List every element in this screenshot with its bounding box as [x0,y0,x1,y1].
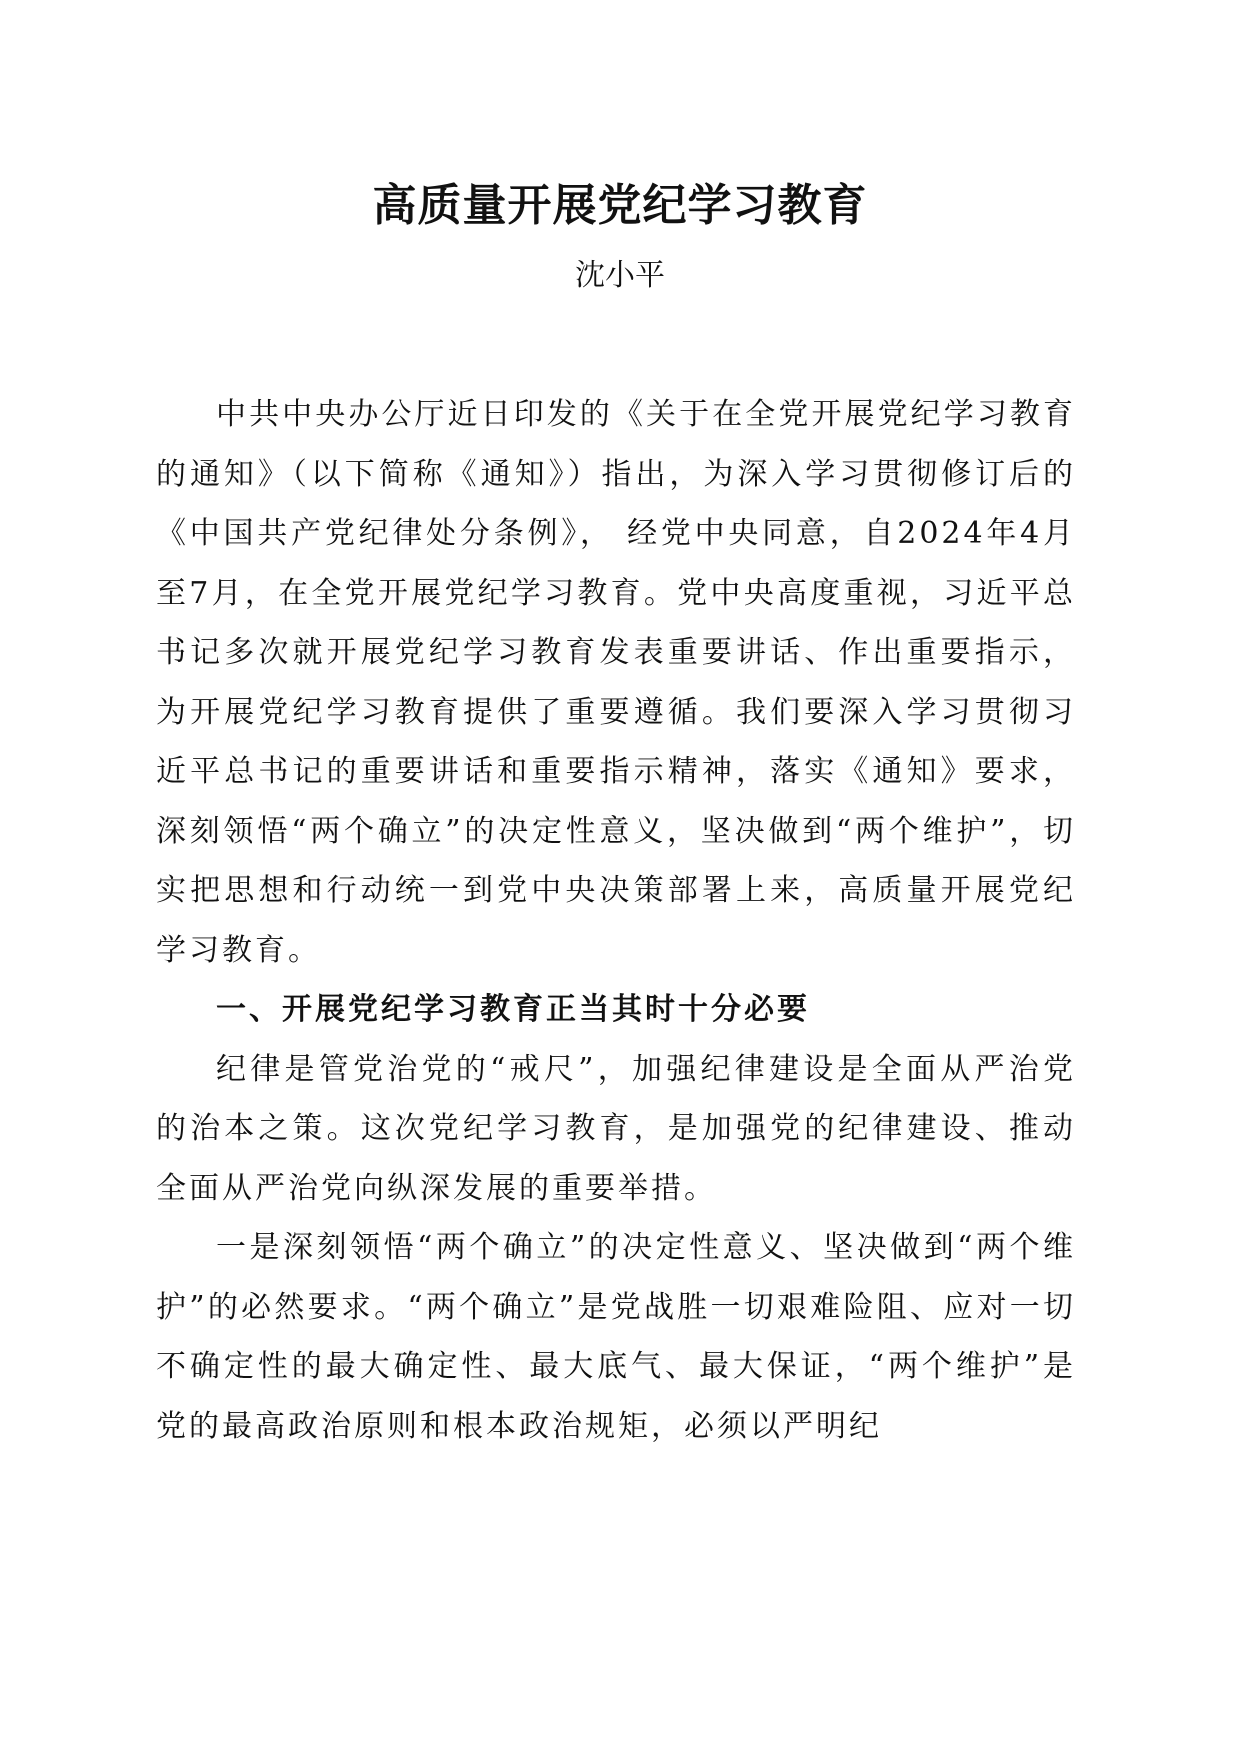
document-title: 高质量开展党纪学习教育 [372,180,868,231]
document-body [156,385,1076,1456]
intro-paragraph: 中共中央办公厅近日印发的《关于在全党开展党纪学习教育的通知》（以下简称《通知》）指出，为深入学习贯彻修订后的《中国共产党纪律处分条例》， 经党中央同意，自2024年4月至7月，在全党开展党纪学习教育。党中央高度重视，习近平总书记多次就开展党纪学习教育发表重要讲话、作出重要指示，为开展党纪学习教育提供了重要遵循。我们要深入学习贯彻习近平总书记的重要讲话和重要指示精神，落实《通知》要求，深刻领悟“两个确立”的决定性意义，坚决做到“两个维护”，切实把思想和行动统一到党中央决策部署上来，高质量开展党纪学习教育。 [156,397,1076,968]
section-paragraph: 一是深刻领悟“两个确立”的决定性意义、坚决做到“两个维护”的必然要求。“两个确立”是党战胜一切艰难险阻、应对一切不确定性的最大确定性、最大底气、最大保证，“两个维护”是党的最高政治原则和根本政治规矩，必须以严明纪 [156,1230,1076,1444]
author-name: 沈小平 [575,258,665,293]
section-paragraph: 纪律是管党治党的“戒尺”，加强纪律建设是全面从严治党的治本之策。这次党纪学习教育，是加强党的纪律建设、推动全面从严治党向纵深发展的重要举措。 [156,1051,1076,1206]
section-heading: 一、开展党纪学习教育正当其时十分必要 [216,992,810,1027]
